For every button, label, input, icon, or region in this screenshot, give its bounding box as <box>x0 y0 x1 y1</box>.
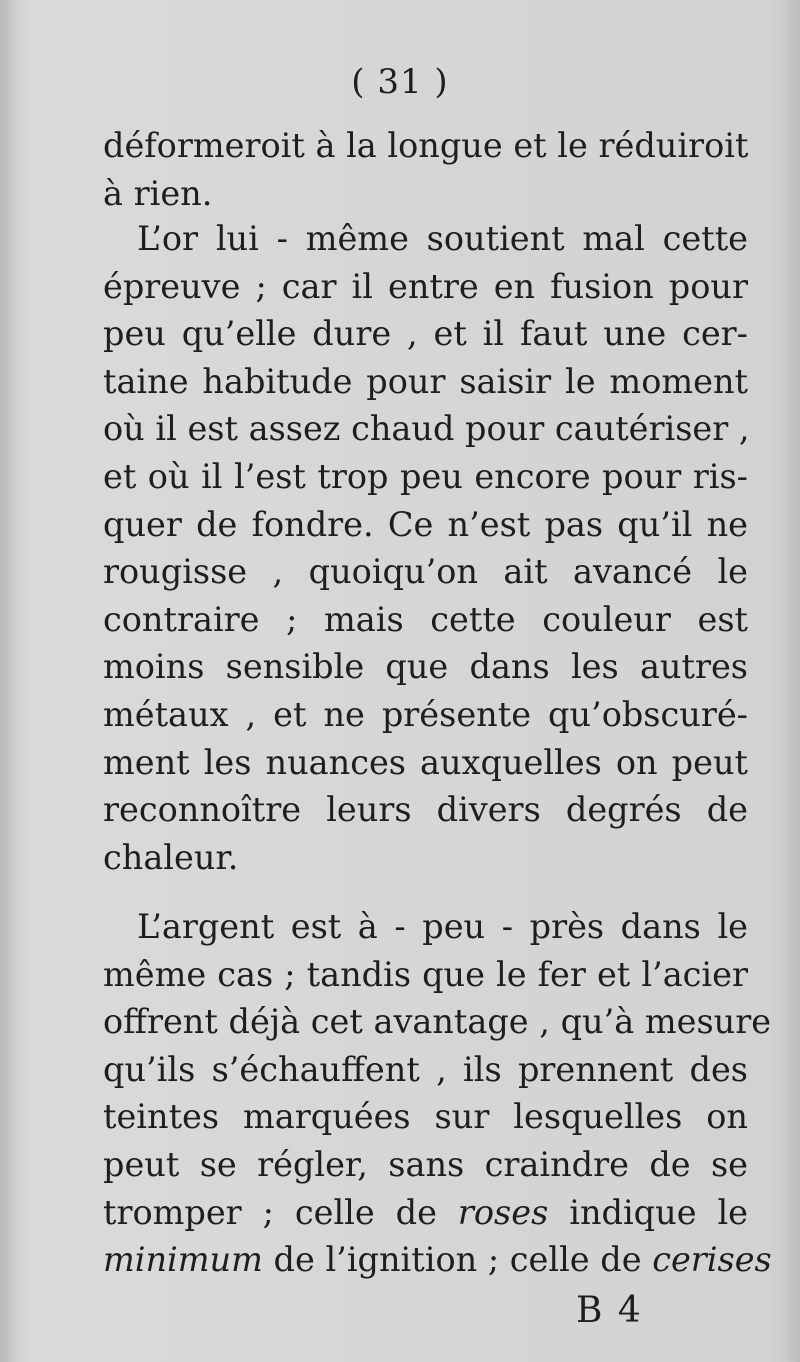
text-segment: tromper ; celle de <box>103 1192 458 1232</box>
signature-mark: B 4 <box>576 1290 643 1331</box>
page-edge-shadow-left <box>0 0 18 1362</box>
text-line: quer de fondre. Ce n’est pas qu’il ne <box>103 504 748 544</box>
text-line: peu qu’elle dure , et il faut une cer- <box>103 314 748 354</box>
text-line: contraire ; mais cette couleur est <box>103 599 748 639</box>
text-line: teintes marquées sur lesquelles on <box>103 1097 748 1137</box>
text-line: déformeroit à la longue et le réduiroit <box>103 126 749 165</box>
paragraph-gold <box>103 215 748 881</box>
italic-word-minimum: minimum <box>103 1240 263 1280</box>
italic-word-cerises: cerises <box>652 1240 772 1280</box>
italic-word-roses: roses <box>457 1192 549 1232</box>
text-line: reconnoître leurs divers degrés de <box>103 790 748 830</box>
text-line: ment les nuances auxquelles on peut <box>103 742 748 782</box>
text-line: et où il l’est trop peu encore pour ris- <box>103 456 748 496</box>
text-line <box>103 1236 772 1284</box>
page-edge-shadow-right <box>786 0 800 1362</box>
paragraph-continuation <box>103 122 748 217</box>
text-line: L’argent est à - peu - près dans le <box>137 907 748 946</box>
text-line: même cas ; tandis que le fer et l’acier <box>103 954 748 994</box>
text-line: rougisse , quoiqu’on ait avancé le <box>103 552 748 592</box>
text-line: épreuve ; car il entre en fusion pour <box>103 266 748 306</box>
text-line: taine habitude pour saisir le moment <box>103 361 748 401</box>
text-line: offrent déjà cet avantage , qu’à mesure <box>103 1002 772 1042</box>
text-line: à rien. <box>103 173 213 213</box>
text-line: où il est assez chaud pour cautériser , <box>103 409 750 449</box>
text-line: métaux , et ne présente qu’obscuré- <box>103 694 748 734</box>
paragraph-silver <box>103 903 772 1284</box>
text-line: moins sensible que dans les autres <box>103 647 748 687</box>
text-line: peut se régler, sans craindre de se <box>103 1144 748 1184</box>
text-segment: de l’ignition ; celle de <box>262 1240 653 1280</box>
text-line: qu’ils s’échauffent , ils prennent des <box>103 1049 748 1089</box>
text-line <box>103 1189 748 1237</box>
text-line: chaleur. <box>103 837 239 877</box>
text-segment: indique le <box>548 1192 748 1232</box>
page-number: ( 31 ) <box>351 62 449 102</box>
text-line: L’or lui - même soutient mal cette <box>137 219 748 258</box>
